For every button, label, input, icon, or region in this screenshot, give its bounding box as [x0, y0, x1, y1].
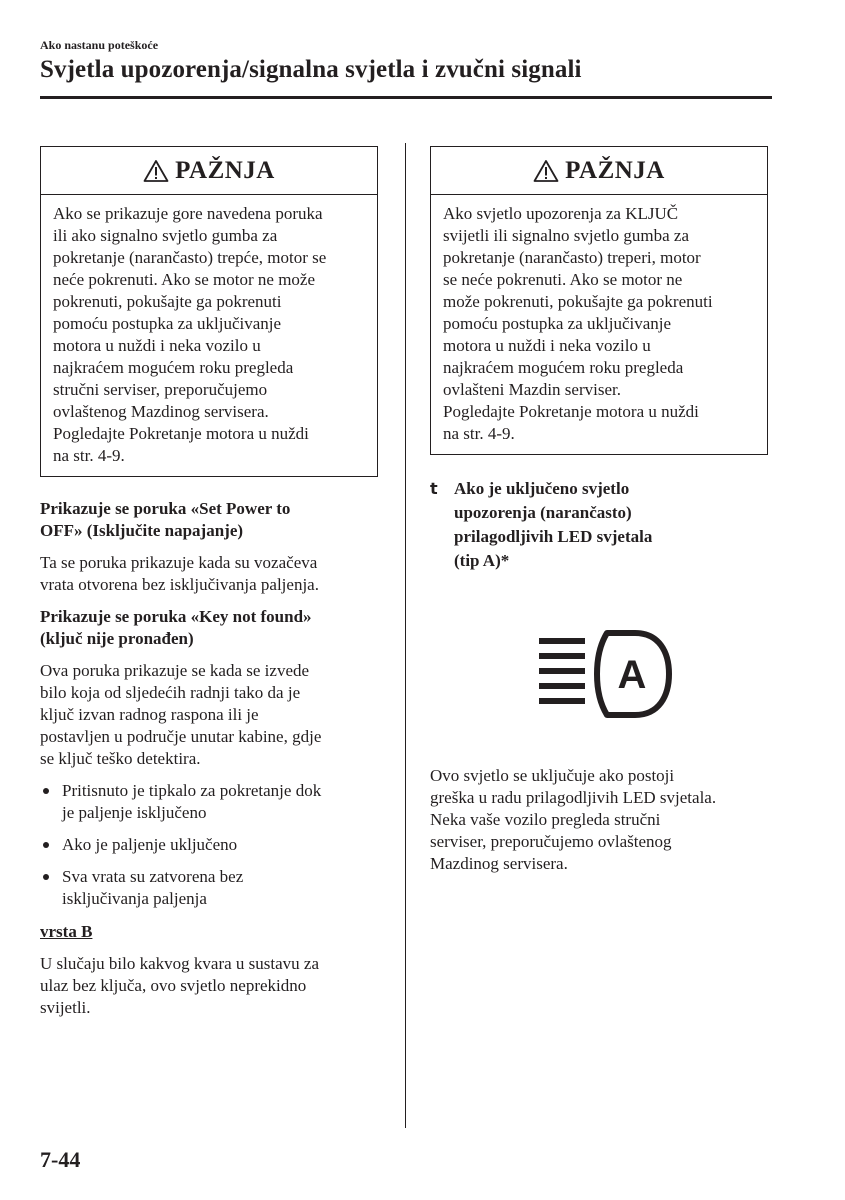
condition-list — [40, 780, 380, 910]
led-icon-letter: A — [617, 653, 647, 697]
led-text-line: Mazdinog servisera. — [430, 854, 568, 873]
caution-line: najkraćem mogućem roku pregleda — [53, 358, 294, 377]
key-not-found-text-line: Ova poruka prikazuje se kada se izvede — [40, 661, 310, 680]
caution-line: motora u nuždi i neka vozilo u — [53, 336, 261, 355]
caution-line: ili ako signalno svjetlo gumba za — [53, 226, 278, 245]
set-power-heading-line: OFF» (Isključite napajanje) — [40, 521, 244, 540]
section-marker: t — [430, 479, 438, 498]
left-column — [40, 146, 380, 1019]
list-item — [40, 780, 380, 824]
bullet-line: Pritisnuto je tipkalo za pokretanje dok — [62, 781, 322, 800]
set-power-text-line: vrata otvorena bez isključivanja paljenja. — [40, 575, 319, 594]
right-column — [430, 146, 775, 875]
type-b-text-line: ulaz bez ključa, ovo svjetlo neprekidno — [40, 976, 307, 995]
caution-line: se neće pokrenuti. Ako se motor ne — [443, 270, 683, 289]
led-heading-line: (tip A)* — [454, 551, 510, 570]
caution-line: pokrenuti, pokušajte ga pokrenuti — [53, 292, 282, 311]
led-text-line: serviser, preporučujemo ovlaštenog — [430, 832, 672, 851]
page-number: 7-44 — [40, 1147, 81, 1172]
warning-triangle-icon — [533, 159, 559, 183]
caution-line: na str. 4-9. — [53, 446, 125, 465]
caution-heading: PAŽNJA — [565, 156, 665, 184]
led-section-heading — [430, 477, 775, 573]
warning-triangle-icon — [143, 159, 169, 183]
caution-line: može pokrenuti, pokušajte ga pokrenuti — [443, 292, 713, 311]
list-item — [40, 866, 380, 910]
key-not-found-heading-line: Prikazuje se poruka «Key not found» — [40, 607, 312, 626]
caution-heading: PAŽNJA — [175, 156, 275, 184]
key-not-found-text-line: bilo koja od sljedećih radnji tako da je — [40, 683, 301, 702]
caution-line: Ako svjetlo upozorenja za KLJUČ — [443, 204, 679, 223]
led-text-line: Ovo svjetlo se uključuje ako postoji — [430, 766, 675, 785]
caution-body — [41, 195, 377, 476]
caution-line: pomoću postupka za uključivanje — [53, 314, 282, 333]
caution-line: pokretanje (narančasto) treperi, motor — [443, 248, 701, 267]
caution-line: ovlaštenog Mazdinog servisera. — [53, 402, 269, 421]
caution-line: neće pokrenuti. Ako se motor ne može — [53, 270, 316, 289]
caution-header — [431, 147, 767, 195]
section-label: Ako nastanu poteškoće — [40, 38, 159, 52]
adaptive-led-headlight-icon — [535, 630, 675, 720]
type-b-text-line: svijetli. — [40, 998, 91, 1017]
list-item — [40, 834, 380, 856]
bullet-icon — [43, 788, 49, 794]
led-text-line: greška u radu prilagodljivih LED svjetala. — [430, 788, 717, 807]
led-heading-line: Ako je uključeno svjetlo — [454, 479, 630, 498]
column-divider — [405, 143, 406, 1128]
caution-line: stručni serviser, preporučujemo — [53, 380, 268, 399]
page-title: Svjetla upozorenja/signalna svjetla i zvučni signali — [40, 56, 582, 83]
title-rule — [40, 96, 772, 99]
type-b-label: vrsta B — [40, 922, 93, 941]
bullet-line: Ako je paljenje uključeno — [62, 835, 238, 854]
caution-line: pomoću postupka za uključivanje — [443, 314, 672, 333]
caution-body — [431, 195, 767, 454]
bullet-icon — [43, 842, 49, 848]
bullet-icon — [43, 874, 49, 880]
caution-line: ovlašteni Mazdin serviser. — [443, 380, 621, 399]
caution-header — [41, 147, 377, 195]
caution-line: Ako se prikazuje gore navedena poruka — [53, 204, 323, 223]
key-not-found-text-line: se ključ teško detektira. — [40, 749, 201, 768]
caution-line: najkraćem mogućem roku pregleda — [443, 358, 684, 377]
caution-line: na str. 4-9. — [443, 424, 515, 443]
caution-line: Pogledajte Pokretanje motora u nuždi — [443, 402, 699, 421]
led-text-line: Neka vaše vozilo pregleda stručni — [430, 810, 661, 829]
caution-line: Pogledajte Pokretanje motora u nuždi — [53, 424, 309, 443]
bullet-line: je paljenje isključeno — [62, 803, 207, 822]
led-heading-line: upozorenja (narančasto) — [454, 503, 632, 522]
set-power-heading-line: Prikazuje se poruka «Set Power to — [40, 499, 291, 518]
led-heading-line: prilagodljivih LED svjetala — [454, 527, 653, 546]
key-not-found-text-line: postavljen u područje unutar kabine, gdje — [40, 727, 322, 746]
bullet-line: Sva vrata su zatvorena bez — [62, 867, 244, 886]
caution-line: svijetli ili signalno svjetlo gumba za — [443, 226, 689, 245]
set-power-text-line: Ta se poruka prikazuje kada su vozačeva — [40, 553, 318, 572]
caution-line: motora u nuždi i neka vozilo u — [443, 336, 651, 355]
key-not-found-heading-line: (ključ nije pronađen) — [40, 629, 194, 648]
caution-line: pokretanje (narančasto) trepće, motor se — [53, 248, 327, 267]
bullet-line: isključivanja paljenja — [62, 889, 207, 908]
type-b-text-line: U slučaju bilo kakvog kvara u sustavu za — [40, 954, 320, 973]
caution-box-right — [430, 146, 768, 455]
caution-box-left — [40, 146, 378, 477]
key-not-found-text-line: ključ izvan radnog raspona ili je — [40, 705, 259, 724]
